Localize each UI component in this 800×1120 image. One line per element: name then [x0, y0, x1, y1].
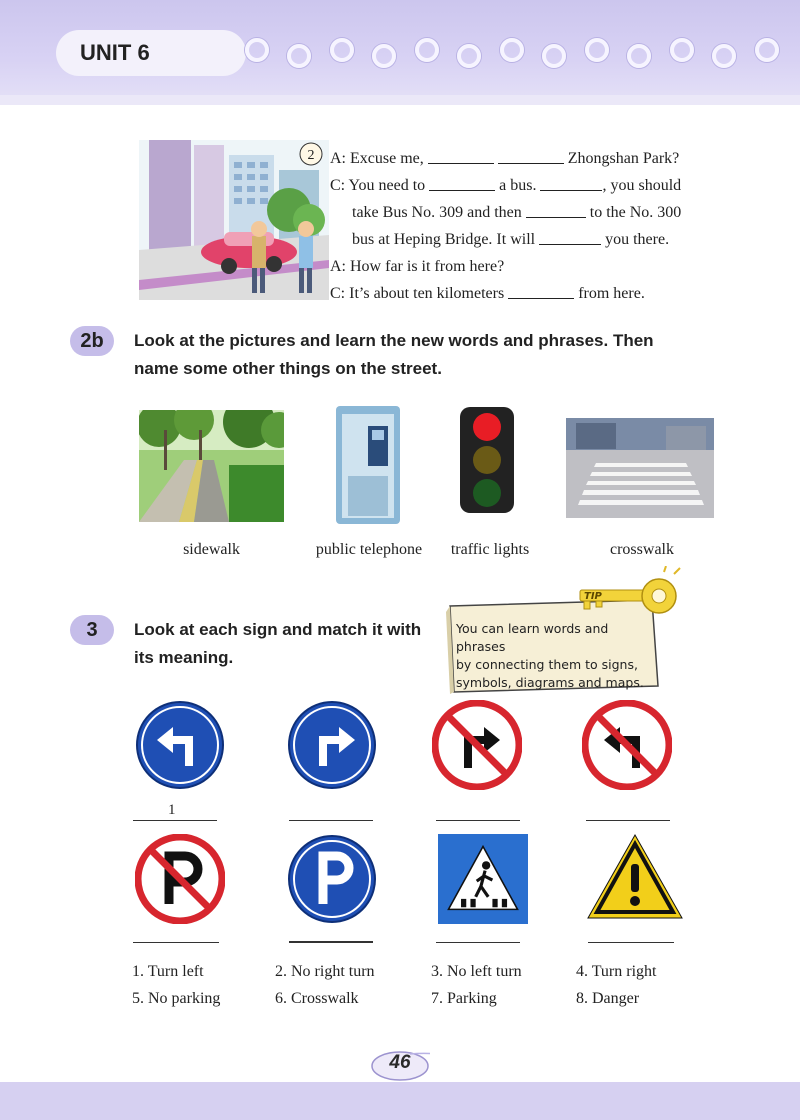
sidewalk-photo — [139, 410, 284, 522]
no-left-turn-sign-icon — [582, 700, 672, 790]
footer-band — [0, 1082, 800, 1120]
caption-crosswalk: crosswalk — [610, 541, 674, 558]
key-icon — [574, 566, 684, 618]
section-3-badge: 3 — [70, 615, 114, 645]
danger-sign-icon — [585, 832, 685, 922]
answer-line[interactable] — [586, 820, 670, 821]
tip-text: You can learn words and phrases by connecting them to signs, symbols, diagrams and maps. — [456, 621, 644, 690]
section-3-instruction: Look at each sign and match it with its meaning. — [134, 620, 422, 667]
option-no-left-turn: 3. No left turn — [431, 963, 522, 980]
dialogue-line: A: How far is it from here? — [330, 258, 505, 275]
answer-blank[interactable] — [428, 148, 494, 164]
answer-line[interactable] — [289, 820, 373, 821]
option-no-parking: 5. No parking — [132, 990, 221, 1007]
street-scene-illustration — [139, 140, 329, 300]
option-danger: 8. Danger — [576, 990, 640, 1007]
dialogue-line: bus at Heping Bridge. It will you there. — [352, 231, 670, 248]
section-2b-instruction: Look at the pictures and learn the new words and phrases. Then name some other things on the street. — [134, 331, 654, 378]
dialogue-line: take Bus No. 309 and then to the No. 300 — [352, 204, 682, 221]
crosswalk-sign-icon — [438, 834, 528, 924]
turn-right-sign-icon — [287, 700, 377, 790]
public-telephone-photo — [332, 406, 404, 524]
unit-title: UNIT 6 — [56, 30, 246, 76]
answer-line[interactable] — [588, 942, 674, 943]
dialogue-number: 2 — [307, 148, 315, 163]
no-right-turn-sign-icon — [432, 700, 522, 790]
option-no-right-turn: 2. No right turn — [275, 963, 375, 980]
section-2b-badge: 2b — [70, 326, 114, 356]
dialogue-line: C: You need to a bus. , you should — [330, 177, 682, 194]
option-turn-left: 1. Turn left — [132, 963, 204, 980]
answer-blank[interactable] — [526, 202, 586, 218]
example-answer: 1 — [168, 802, 176, 818]
option-turn-right: 4. Turn right — [576, 963, 657, 980]
answer-blank[interactable] — [498, 148, 564, 164]
header-strip — [0, 95, 800, 105]
answer-blank[interactable] — [508, 283, 574, 299]
answer-line[interactable] — [436, 942, 520, 943]
answer-line[interactable] — [133, 942, 219, 943]
turn-left-sign-icon — [135, 700, 225, 790]
dialogue-line: A: Excuse me, Zhongshan Park? — [330, 150, 680, 167]
answer-line[interactable] — [436, 820, 520, 821]
crosswalk-photo — [566, 418, 714, 518]
answer-blank[interactable] — [540, 175, 602, 191]
dialogue-line: C: It’s about ten kilometers from here. — [330, 285, 645, 302]
parking-sign-icon — [287, 834, 377, 924]
answer-blank[interactable] — [429, 175, 495, 191]
caption-traffic-lights: traffic lights — [450, 541, 530, 558]
no-parking-sign-icon — [135, 834, 225, 924]
caption-sidewalk: sidewalk — [183, 541, 240, 558]
traffic-lights-photo — [458, 405, 516, 515]
option-crosswalk: 6. Crosswalk — [275, 990, 359, 1007]
answer-blank[interactable] — [539, 229, 601, 245]
answer-line[interactable] — [289, 941, 373, 943]
answer-line[interactable] — [133, 820, 217, 821]
option-parking: 7. Parking — [431, 990, 497, 1007]
tip-title: TIP — [584, 591, 602, 602]
page-number: 46 — [389, 1052, 411, 1073]
caption-public-telephone: public telephone — [315, 541, 423, 558]
